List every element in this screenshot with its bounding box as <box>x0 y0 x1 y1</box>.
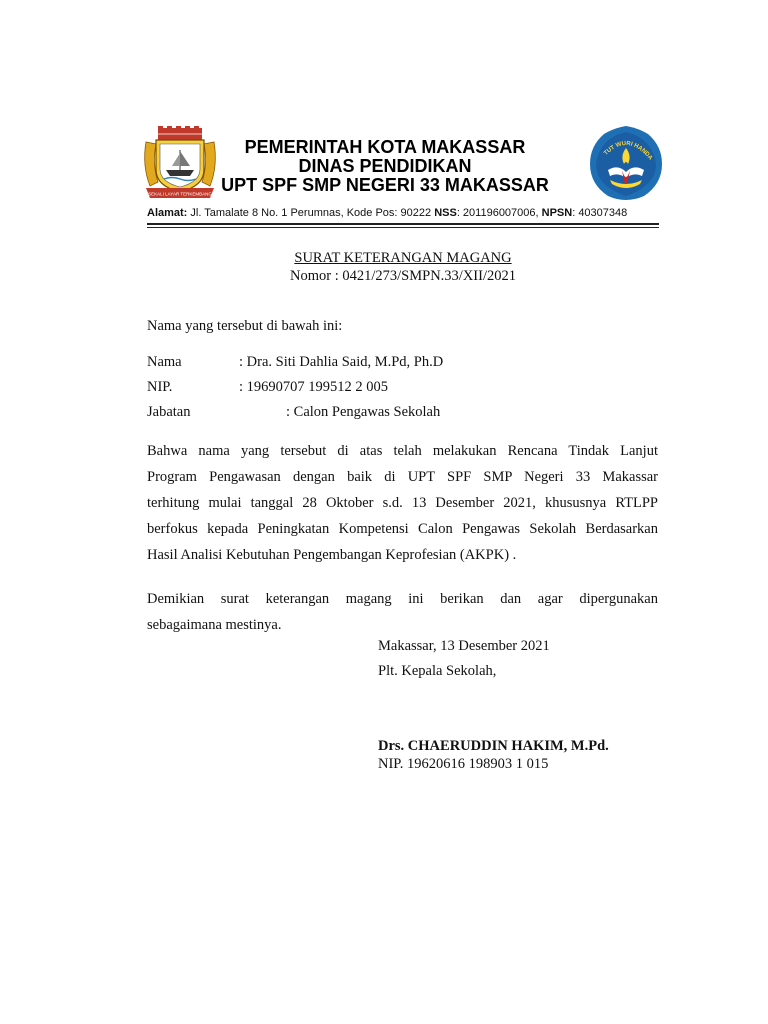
signer-nip: NIP. 19620616 198903 1 015 <box>378 756 549 772</box>
field-label-nama: Nama <box>147 354 182 370</box>
address-label: Alamat: <box>147 207 188 219</box>
signer-position: Plt. Kepala Sekolah, <box>378 663 497 679</box>
npsn-text: : 40307348 <box>572 207 628 219</box>
body-line: Hasil Analisi Kebutuhan Pengembangan Keprofesian (AKPK) . <box>147 547 517 563</box>
nss-label: NSS <box>434 207 457 219</box>
header-school: UPT SPF SMP NEGERI 33 MAKASSAR <box>221 175 549 195</box>
signer-name: Drs. CHAERUDDIN HAKIM, M.Pd. <box>378 738 609 754</box>
header-address <box>147 207 667 219</box>
body-line: Bahwa nama yang tersebut di atas telah melakukan Rencana Tindak Lanjut <box>147 443 658 459</box>
letter-closing <box>147 586 658 638</box>
logo-motto: TUT WURI HANDA <box>603 140 653 162</box>
letter-title: SURAT KETERANGAN MAGANG <box>294 250 512 266</box>
body-line: terhitung mulai tanggal 28 Oktober s.d. 13 Desember 2021, khususnya RTLPP <box>147 495 658 511</box>
nss-text: : 201196007006, <box>456 207 542 219</box>
npsn-label: NPSN <box>541 207 573 219</box>
field-label-jabatan: Jabatan <box>147 404 191 420</box>
field-label-nip: NIP. <box>147 379 173 395</box>
field-value-nip: : 19690707 199512 2 005 <box>239 379 389 395</box>
place-date: Makassar, 13 Desember 2021 <box>378 638 550 654</box>
header-government: PEMERINTAH KOTA MAKASSAR <box>244 137 526 157</box>
closing-line: Demikian surat keterangan magang ini berikan dan agar dipergunakan <box>147 591 658 607</box>
header-rule-thick <box>147 223 659 225</box>
body-line: Program Pengawasan dengan baik di UPT SPF SMP Negeri 33 Makassar <box>147 469 658 485</box>
closing-line: sebagaimana mestinya. <box>147 617 282 633</box>
field-value-jabatan: : Calon Pengawas Sekolah <box>286 404 441 420</box>
field-value-nama: : Dra. Siti Dahlia Said, M.Pd, Ph.D <box>239 354 444 370</box>
header-rule-thin <box>147 227 659 228</box>
letter-intro: Nama yang tersebut di bawah ini: <box>147 318 343 334</box>
tut-wuri-handayani-icon <box>586 124 666 204</box>
letter-number: Nomor : 0421/273/SMPN.33/XII/2021 <box>290 268 516 284</box>
address-text: Jl. Tamalate 8 No. 1 Perumnas, Kode Pos: 90222 <box>187 207 435 219</box>
svg-text:SEKALI LAYAR TERKEMBANG: SEKALI LAYAR TERKEMBANG <box>148 191 212 197</box>
letter-body <box>147 438 658 568</box>
body-line: berfokus kepada Peningkatan Kompetensi Calon Pengawas Sekolah Berdasarkan <box>147 521 658 537</box>
tut-wuri-handayani-logo <box>586 124 666 204</box>
header-department: DINAS PENDIDIKAN <box>298 156 472 176</box>
